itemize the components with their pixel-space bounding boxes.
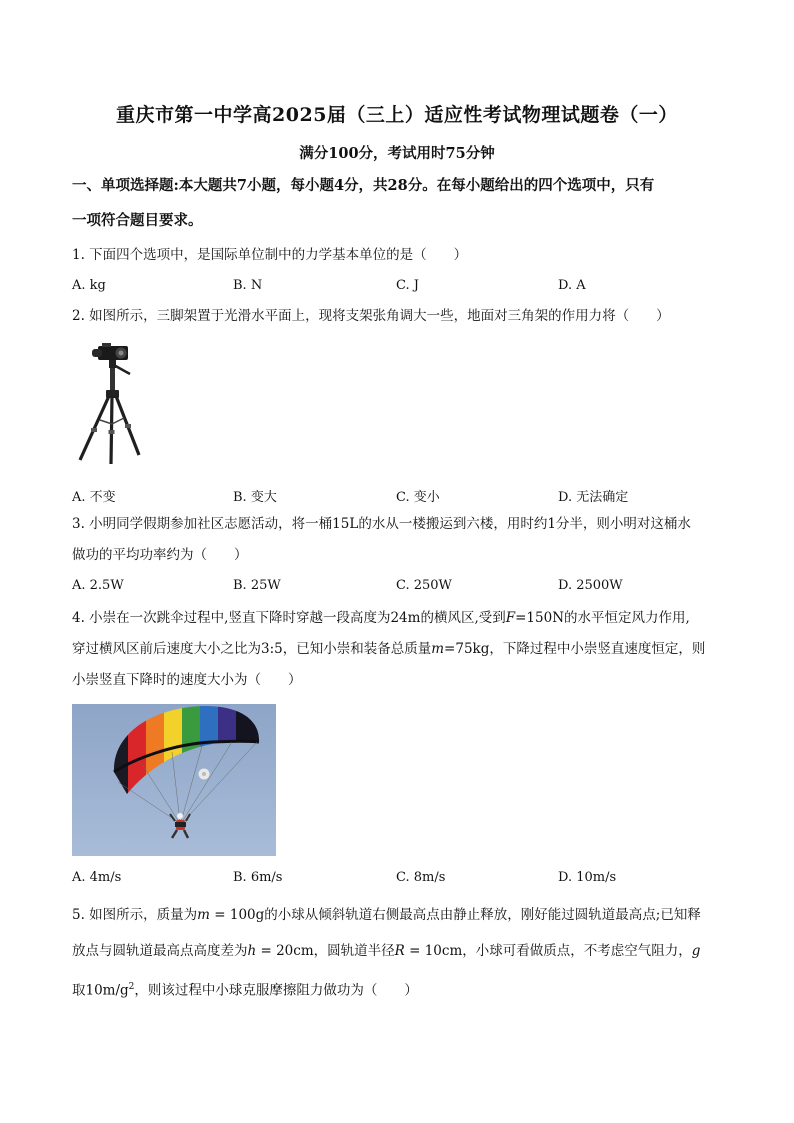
parachute-photo	[72, 704, 276, 856]
question-2-options	[72, 486, 727, 506]
question-3-option-c: C. 250W	[396, 578, 452, 593]
question-5-stem-line3	[72, 972, 727, 1007]
question-5-text: ，则该过程中小球克服摩擦阻力做功为（ ）	[134, 982, 418, 999]
question-1-stem: 1. 下面四个选项中，是国际单位制中的力学基本单位的是（ ）	[72, 247, 468, 263]
question-3-options	[72, 578, 727, 598]
question-2-option-a: A. 不变	[72, 490, 116, 505]
question-3-option-a: A. 2.5W	[72, 578, 124, 593]
question-4-options	[72, 870, 727, 890]
question-1-option-c: C. J	[396, 278, 419, 293]
mass-variable: m	[197, 907, 210, 923]
height-variable: h	[247, 943, 257, 959]
force-variable: F	[505, 610, 516, 626]
question-4-option-d: D. 10m/s	[558, 870, 617, 885]
question-4-option-a: A. 4m/s	[72, 870, 122, 885]
question-5-text: 取	[72, 982, 86, 999]
mass-variable: m	[431, 641, 445, 657]
question-2-option-c: C. 变小	[396, 490, 440, 505]
question-4-text: =150N的水平恒定风力作用,	[515, 610, 690, 626]
question-4-stem-line2	[72, 634, 727, 665]
question-4-text: =75kg，下降过程中小崇竖直速度恒定，则	[444, 641, 706, 657]
tripod-figure	[72, 340, 147, 468]
question-3-stem-line1: 3. 小明同学假期参加社区志愿活动，将一桶15L的水从一楼搬运到六楼，用时约1分半，则小明对这桶水	[72, 516, 691, 532]
question-5-text: 的小球从倾斜轨道右侧最高点由静止释放，刚好能过圆轨道最高点;已知释	[264, 907, 701, 923]
question-3-stem-line2: 做功的平均功率约为（ ）	[72, 547, 248, 563]
question-4-stem-line1	[72, 603, 727, 634]
question-1-option-b: B. N	[233, 278, 263, 293]
question-1-option-d: D. A	[558, 278, 586, 293]
question-4-text: 穿过横风区前后速度大小之比为3:5，已知小崇和装备总质量	[72, 641, 432, 657]
height-value: = 20cm	[256, 943, 314, 959]
question-2-option-b: B. 变大	[233, 490, 277, 505]
question-5-stem-line1	[72, 900, 727, 931]
question-1-options	[72, 278, 727, 298]
question-5-stem-line2	[72, 936, 727, 967]
exam-subtitle: 满分100分，考试用时75分钟	[299, 145, 495, 162]
question-3-option-b: B. 25W	[233, 578, 281, 593]
question-5-text: 5. 如图所示，质量为	[72, 907, 198, 923]
mass-value: = 100g	[209, 907, 265, 923]
question-5-text: ，小球可看做质点，不考虑空气阻力，	[462, 943, 692, 959]
radius-value: = 10cm	[404, 943, 463, 959]
question-5-text: ，圆轨道半径	[313, 943, 395, 959]
question-2-option-d: D. 无法确定	[558, 490, 629, 505]
question-1-option-a: A. kg	[72, 278, 106, 293]
page-title: 重庆市第一中学高2025届（三上）适应性考试物理试题卷（一）	[116, 104, 678, 126]
question-4-text: 4. 小崇在一次跳伞过程中,竖直下降时穿越一段高度为24m的横风区,受到	[72, 610, 506, 626]
section-heading-line2: 一项符合题目要求。	[72, 212, 203, 229]
question-4-stem-line3: 小崇竖直下降时的速度大小为（ ）	[72, 672, 302, 688]
question-5-text: 放点与圆轨道最高点高度差为	[72, 943, 248, 959]
section-heading-line1: 一、单项选择题:本大题共7小题，每小题4分，共28分。在每小题给出的四个选项中，只有	[72, 177, 655, 194]
exponent: 2	[128, 982, 135, 992]
question-4-option-b: B. 6m/s	[233, 870, 283, 885]
gravity-variable: g	[691, 943, 701, 959]
question-3-option-d: D. 2500W	[558, 578, 623, 593]
question-4-option-c: C. 8m/s	[396, 870, 446, 885]
question-2-stem: 2. 如图所示，三脚架置于光滑水平面上，现将支架张角调大一些，地面对三角架的作用力将（ ）	[72, 308, 670, 324]
radius-variable: R	[394, 943, 405, 959]
gravity-value: 10m/g	[85, 982, 129, 999]
